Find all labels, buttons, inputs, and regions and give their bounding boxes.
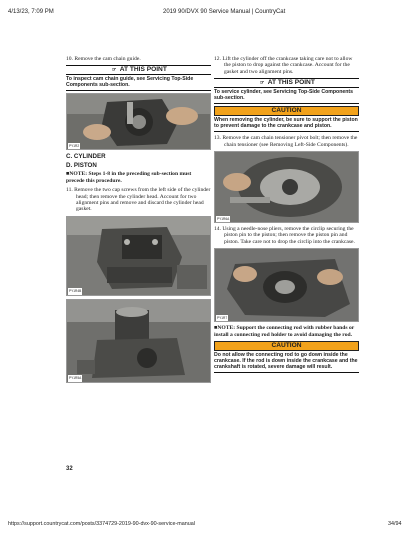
print-date: 4/13/23, 7:09 PM	[8, 9, 54, 15]
photo-label: PY1R7	[217, 315, 228, 320]
banner-text: AT THIS POINT	[267, 79, 315, 87]
step-13: 13. Remove the cam chain tensioner pivot bolt; then remove the chain tensioner (see Removing Left-Side Components).	[214, 135, 358, 148]
step-12: 12. Lift the cylinder off the crankcase taking care not to allow the piston to drop against the crankcase. Account for the gasket and two alignment pins.	[214, 56, 353, 75]
section-heading-piston: D. PISTON	[66, 162, 97, 170]
note-steps	[66, 171, 211, 184]
note-connecting-rod	[214, 325, 359, 338]
caution-text: When removing the cylinder, be sure to support the piston to prevent damage to the crankcase and piston.	[214, 116, 359, 132]
photo-label: PY1R2	[69, 144, 80, 148]
at-this-point-banner	[66, 65, 211, 75]
print-url: https://support.countrycat.com/posts/3374729-2019-90-dvx-90-service-manual	[8, 521, 195, 527]
note-text: NOTE: Support the connecting rod with rubber bands or install a connecting rod holder to avoid damaging the rod.	[214, 325, 355, 338]
photo-cylinder-removed	[66, 299, 211, 383]
pointing-hand-icon: ☞	[111, 67, 117, 74]
engine-photo	[67, 300, 211, 382]
engine-photo	[215, 249, 359, 321]
note-square-icon: ■	[214, 325, 218, 332]
caution-banner: CAUTION	[214, 341, 359, 351]
at-this-point-note: To inspect cam chain guide, see Servicing Top-Side Components sub-section.	[66, 75, 211, 91]
engine-photo	[67, 217, 211, 295]
caution-banner: CAUTION	[214, 106, 359, 116]
right-column	[214, 56, 359, 373]
print-title: 2019 90/DVX 90 Service Manual | CountryCat	[163, 9, 286, 15]
photo-cylinder-head	[66, 216, 211, 296]
engine-photo	[215, 152, 359, 222]
pointing-hand-icon: ☞	[259, 80, 265, 87]
photo-cam-chain-tensioner	[214, 151, 359, 223]
caution-text: Do not allow the connecting rod to go down inside the crankcase. If the rod is down inside the crankcase and the crankshaft is rotated, severe damage will result.	[214, 351, 359, 373]
left-column	[66, 56, 211, 386]
photo-label: PY1R5A	[69, 376, 82, 381]
at-this-point-note: To service cylinder, see Servicing Top-Side Components sub-section.	[214, 88, 359, 104]
banner-text: AT THIS POINT	[119, 66, 167, 74]
photo-piston-removal	[214, 248, 359, 322]
step-11: 11. Remove the two cap screws from the left side of the cylinder head; then remove the cylinder head. Account for two alignment pins and remove and discard the cylinder head gasket.	[66, 187, 211, 213]
section-heading-cylinder: C. CYLINDER	[66, 153, 106, 161]
photo-cam-chain-guide	[66, 93, 211, 150]
step-14: 14. Using a needle-nose pliers, remove the circlip securing the piston pin to the piston; then remove the piston pin and piston. Take care not to drop the circlip into the crankcase.	[214, 226, 355, 245]
page-number: 32	[66, 466, 73, 472]
at-this-point-banner	[214, 78, 359, 88]
step-10: 10. Remove the cam chain guide.	[66, 56, 141, 62]
note-text: NOTE: Steps 1-8 in the preceding sub-section must precede this procedure.	[66, 171, 192, 184]
photo-label: PY1R6A	[217, 216, 230, 221]
note-square-icon: ■	[66, 171, 70, 178]
engine-photo	[67, 94, 211, 149]
print-page-count: 34/94	[388, 521, 402, 527]
photo-label: PY1R4B	[69, 289, 82, 294]
